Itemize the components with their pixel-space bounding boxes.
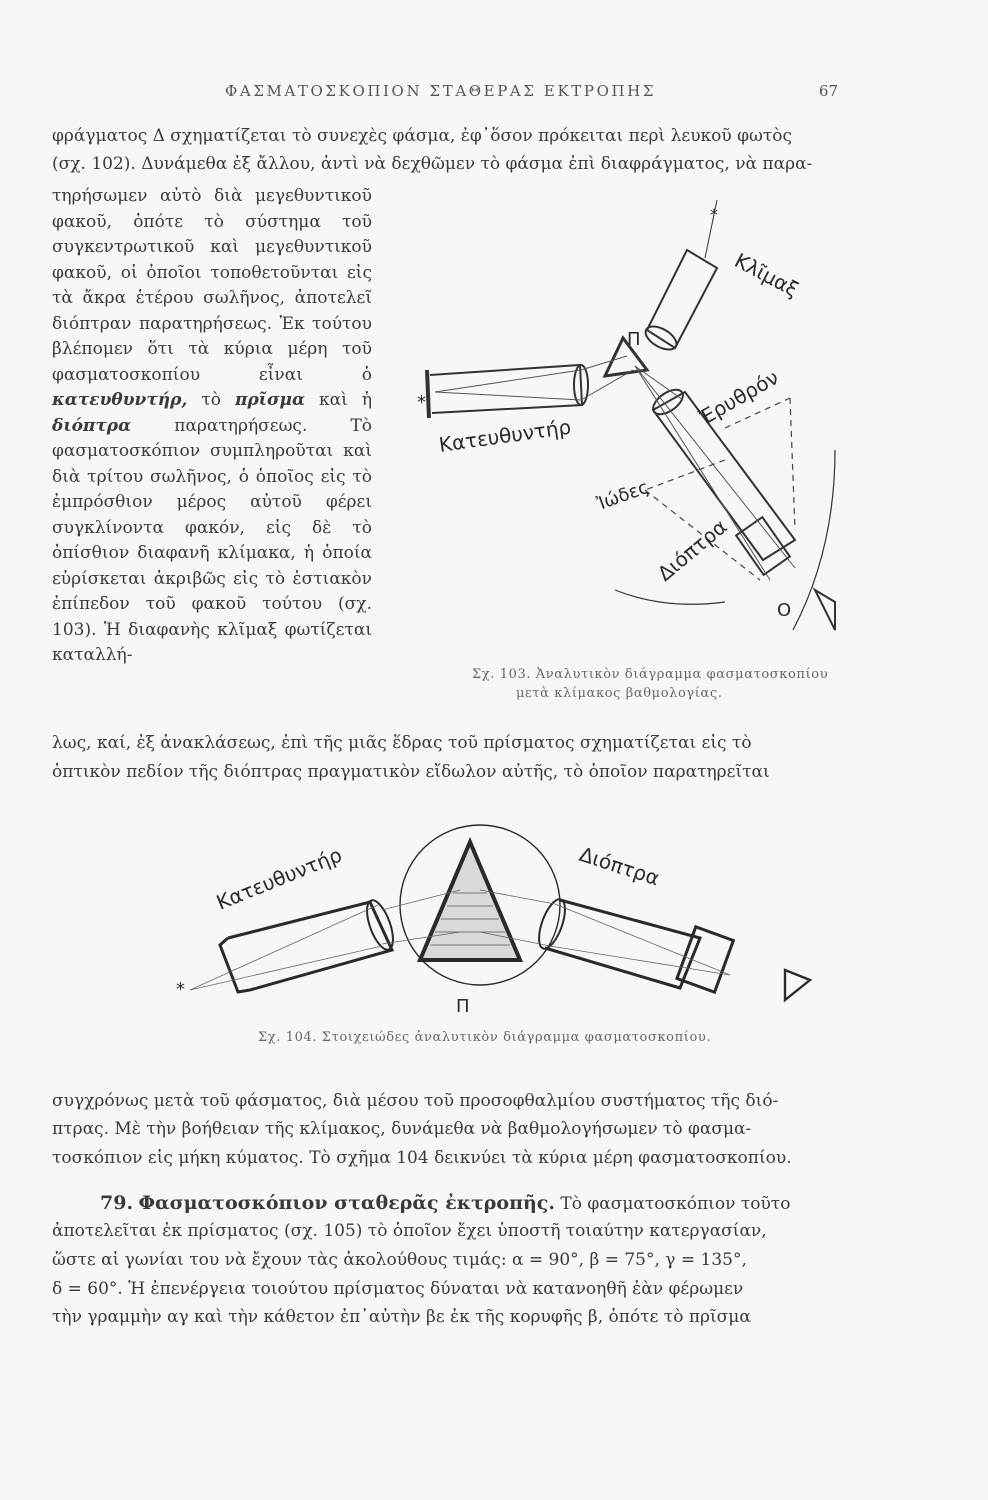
term-telescope: διόπτρα <box>52 415 132 436</box>
star-icon: * <box>710 205 718 224</box>
page-header <box>0 82 988 106</box>
text-line: συγχρόνως μετὰ τοῦ φάσματος, διὰ μέσου τοῦ προσοφθαλμίου συστήματος τῆς διό- <box>52 1091 779 1111</box>
section-title: Φασματοσκόπιον σταθερᾶς ἐκτροπῆς. <box>138 1192 555 1214</box>
figure-103 <box>395 170 875 670</box>
eyepiece-104 <box>677 927 733 992</box>
text-line: δ = 60°. Ἡ ἐπενέργεια τοιούτου πρίσματος δύναται νὰ κατανοηθῆ ἐὰν φέρωμεν <box>52 1279 744 1299</box>
text-line: πτρας. Μὲ τὴν βοήθειαν τῆς κλίμακος, δυνάμεθα νὰ βαθμολογήσωμεν τὸ φασμα- <box>52 1119 752 1139</box>
text-line: ὥστε αἱ γωνίαι του νὰ ἔχουν τὰς ἀκολούθους τιμάς: α = 90°, β = 75°, γ = 135°, <box>52 1250 747 1270</box>
label-collimator: Κατευθυντήρ <box>437 414 573 457</box>
label-prism: Π <box>627 329 641 350</box>
label-scale: Κλῖμαξ <box>730 248 803 302</box>
term-collimator: κατευθυντήρ, <box>52 390 188 410</box>
text-line: ἀποτελεῖται ἐκ πρίσματος (σχ. 105) τὸ ὁποῖον ἔχει ὑποστῆ τοιαύτην κατεργασίαν, <box>52 1221 767 1241</box>
wrapped-paragraph <box>52 184 372 669</box>
eye-103 <box>815 590 835 630</box>
figure-104 <box>160 820 840 1020</box>
caption-104: Σχ. 104. Στοιχειώδες ἀναλυτικὸν διάγραμμα φασματοσκοπίου. <box>258 1030 712 1045</box>
paragraph-text: παρατηρήσεως. Τὸ φασματοσκόπιον συμπληροῦται καὶ διὰ τρίτου σωλῆνος, ὁ ὁποῖος εἰς τὸ ἐμπρόσθιον μέρος αὐτοῦ φέρει συγκλίνοντα φακόν, εἰς δὲ τὸ ὀπίσθιον διαφανῆ κλίμακα, ἡ ὁποία εὑρίσκεται ἀκριβῶς εἰς τὸ ἑστιακὸν ἐπίπεδον τοῦ φακοῦ τούτου (σχ. 103). Ἡ διαφανὴς κλῖμαξ φωτίζεται καταλλή- <box>52 415 373 665</box>
eyepiece <box>736 517 790 575</box>
section-number: 79. <box>100 1192 134 1214</box>
label-red: Ἐρυθρόν <box>695 365 783 430</box>
paragraph-text: τὸ <box>201 390 221 410</box>
label-prism-104: Π <box>456 996 470 1017</box>
prism-104 <box>420 842 520 960</box>
paragraph-text: τηρήσωμεν αὐτὸ διὰ μεγεθυντικοῦ φακοῦ, ὁπότε τὸ σύστημα τοῦ συγκεντρωτικοῦ καὶ μεγεθυντικοῦ φακοῦ, οἱ ὁποῖοι τοποθετοῦνται εἰς τὰ ἄκρα ἑτέρου σωλῆνος, ἀποτελεῖ διόπτραν παρατηρήσεως. Ἐκ τούτου βλέπομεν ὅτι τὰ κύρια μέρη τοῦ φασματοσκοπίου εἶναι ὁ <box>52 186 372 385</box>
star-icon: * <box>176 979 185 1000</box>
star-icon: * <box>417 392 426 413</box>
text-line: λως, καί, ἐξ ἀνακλάσεως, ἐπὶ τῆς μιᾶς ἕδρας τοῦ πρίσματος σχηματίζεται εἰς τὸ <box>52 733 752 753</box>
label-collimator-104: Κατευθυντήρ <box>212 842 346 915</box>
caption-103-line2: μετὰ κλίμακος βαθμολογίας. <box>516 686 723 701</box>
text-line: φράγματος Δ σχηματίζεται τὸ συνεχὲς φάσμα, ἐφ᾽ὅσον πρόκειται περὶ λευκοῦ φωτὸς <box>52 126 793 146</box>
label-eye: Ο <box>777 600 792 621</box>
page-number: 67 <box>818 82 838 100</box>
paragraph-text: καὶ ἡ <box>319 390 372 410</box>
arc-right <box>793 450 835 630</box>
arc-left <box>615 590 725 604</box>
label-violet: Ἰώδες <box>594 476 652 515</box>
text-line: τὴν γραμμὴν αγ καὶ τὴν κάθετον ἐπ᾽αὐτὴν βε ἐκ τῆς κορυφῆς β, ὁπότε τὸ πρῖσμα <box>52 1307 751 1327</box>
section-line-text: Τὸ φασματοσκόπιον τοῦτο <box>560 1194 791 1214</box>
scale-tube <box>647 250 717 348</box>
running-title: ΦΑΣΜΑΤΟΣΚΟΠΙΟΝ ΣΤΑΘΕΡΑΣ ΕΚΤΡΟΠΗΣ <box>225 82 657 100</box>
text-line: ὀπτικὸν πεδίον τῆς διόπτρας πραγματικὸν εἴδωλον αὐτῆς, τὸ ὁποῖον παρατηρεῖται <box>52 762 770 782</box>
caption-103-line1: Σχ. 103. Ἀναλυτικὸν διάγραμμα φασματοσκοπίου <box>472 667 829 682</box>
collimator-slit <box>427 370 429 418</box>
label-telescope: Διόπτρα <box>652 514 732 586</box>
text-line: τοσκόπιον εἰς μήκη κύματος. Τὸ σχῆμα 104 δεικνύει τὰ κύρια μέρη φασματοσκοπίου. <box>52 1148 792 1168</box>
label-telescope-104: Διόπτρα <box>576 841 663 891</box>
term-prism: πρῖσμα <box>235 390 306 410</box>
eye-104 <box>785 970 810 1000</box>
section-79-heading <box>100 1192 790 1214</box>
text-line: (σχ. 102). Δυνάμεθα ἐξ ἄλλου, ἀντὶ νὰ δεχθῶμεν τὸ φάσμα ἐπὶ διαφράγματος, νὰ παρα- <box>52 154 813 174</box>
